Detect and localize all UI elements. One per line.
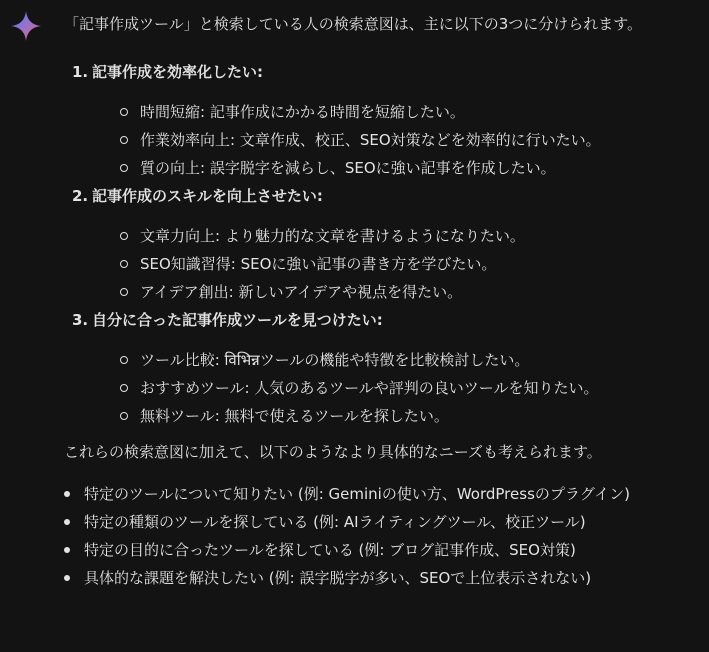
section-3 <box>64 306 694 430</box>
section-number: 3. <box>72 311 89 329</box>
list-item: 質の向上: 誤字脱字を減らし、SEOに強い記事を作成したい。 <box>120 154 694 182</box>
response-body <box>64 10 694 592</box>
section-2 <box>64 182 694 306</box>
section-number: 1. <box>72 63 89 81</box>
list-item: ツール比較: विभिन्नツールの機能や特徴を比較検討したい。 <box>120 346 694 374</box>
section-title: 自分に合った記事作成ツールを見つけたい: <box>92 311 383 329</box>
section-1 <box>64 58 694 182</box>
gemini-sparkle-icon <box>10 10 42 42</box>
closing-text: これらの検索意図に加えて、以下のようなより具体的なニーズも考えられます。 <box>64 443 602 461</box>
list-item: 特定の目的に合ったツールを探している (例: ブログ記事作成、SEO対策) <box>64 536 694 564</box>
section-list <box>92 222 694 306</box>
list-item: 具体的な課題を解決したい (例: 誤字脱字が多い、SEOで上位表示されない) <box>64 564 694 592</box>
needs-list <box>64 480 694 592</box>
list-item: おすすめツール: 人気のあるツールや評判の良いツールを知りたい。 <box>120 374 694 402</box>
list-item: 作業効率向上: 文章作成、校正、SEO対策などを効率的に行いたい。 <box>120 126 694 154</box>
section-list <box>92 98 694 182</box>
intro-text: 「記事作成ツール」と検索している人の検索意図は、主に以下の3つに分けられます。 <box>64 15 643 33</box>
list-item: 時間短縮: 記事作成にかかる時間を短縮したい。 <box>120 98 694 126</box>
list-item: 文章力向上: より魅力的な文章を書けるようになりたい。 <box>120 222 694 250</box>
list-item: アイデア創出: 新しいアイデアや視点を得たい。 <box>120 278 694 306</box>
section-number: 2. <box>72 187 89 205</box>
section-list <box>92 346 694 430</box>
section-title: 記事作成を効率化したい: <box>92 63 263 81</box>
list-item: 特定のツールについて知りたい (例: Geminiの使い方、WordPressのプラグイン) <box>64 480 694 508</box>
section-title: 記事作成のスキルを向上させたい: <box>92 187 323 205</box>
list-item: SEO知識習得: SEOに強い記事の書き方を学びたい。 <box>120 250 694 278</box>
list-item: 特定の種類のツールを探している (例: AIライティングツール、校正ツール) <box>64 508 694 536</box>
list-item: 無料ツール: 無料で使えるツールを探したい。 <box>120 402 694 430</box>
